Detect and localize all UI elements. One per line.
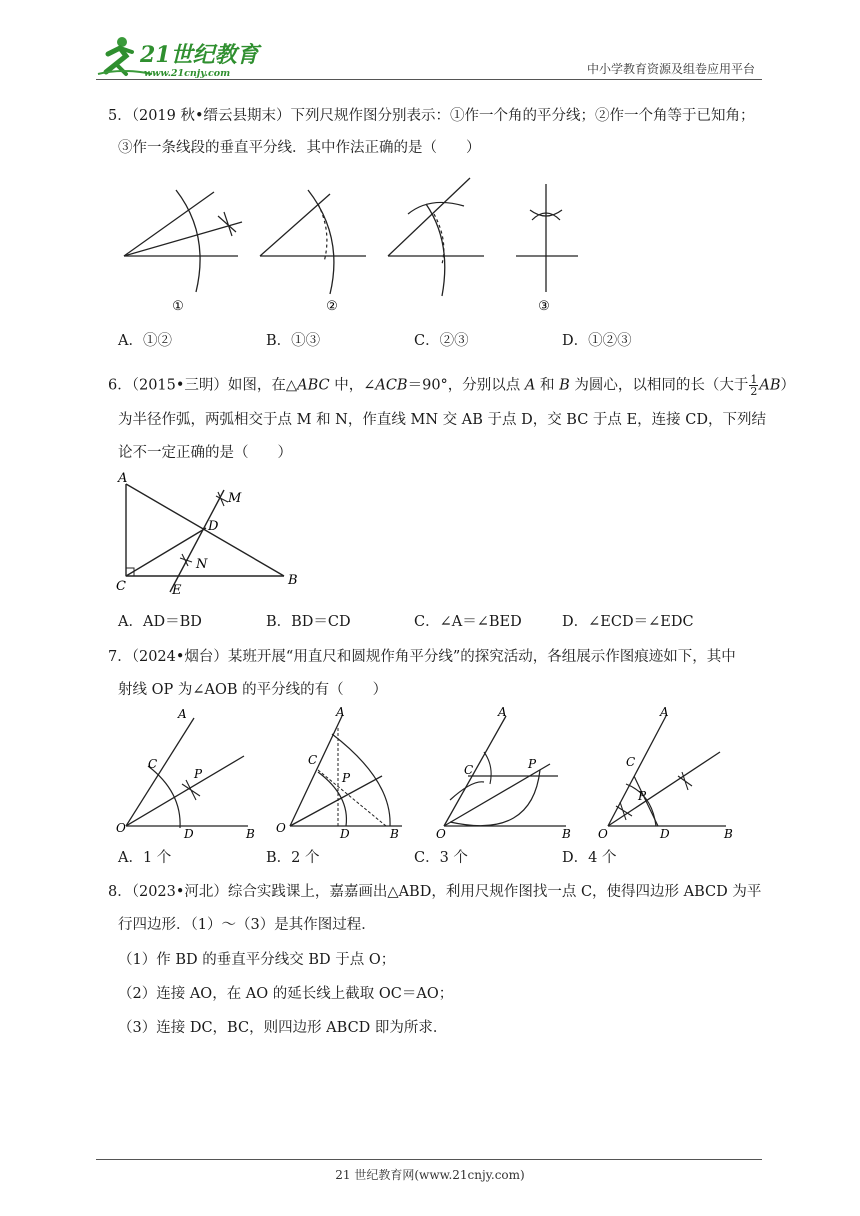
q5-option-c[interactable]: C．②③ [414, 333, 469, 349]
svg-text:P: P [342, 771, 351, 785]
q6-label-b: B [288, 573, 298, 588]
q5-fig4-label: ③ [538, 299, 550, 314]
svg-text:P: P [194, 767, 203, 781]
q5-fig2 [260, 190, 366, 314]
svg-text:O: O [116, 821, 126, 835]
svg-text:B: B [246, 827, 255, 841]
q8-line1: 8．（2023•河北）综合实践课上，嘉嘉画出△ABD，利用尺规作图找一点 C，使得四边形 ABCD 为平 [108, 884, 762, 900]
q6-option-a[interactable]: A．AD＝BD [118, 614, 202, 630]
fraction-one-half: $\frac{1}{2}$ [750, 373, 758, 398]
footer-divider [96, 1159, 762, 1160]
svg-text:D: D [184, 827, 194, 841]
svg-text:C: C [464, 763, 474, 777]
q8-step3: （3）连接 DC，BC，则四边形 ABCD 即为所求． [118, 1020, 448, 1036]
q6-label-a: A [118, 471, 128, 486]
q7-option-d[interactable]: D．4 个 [562, 850, 617, 866]
svg-text:A: A [498, 705, 507, 719]
svg-text:C: C [308, 753, 318, 767]
q5-line2: ③作一条线段的垂直平分线．其中作法正确的是（ ） [118, 140, 481, 156]
q5-fig1 [124, 190, 242, 314]
svg-text:A: A [660, 705, 669, 719]
q6-figure [112, 470, 312, 600]
footer-site-text: 21 世纪教育网(www.21cnjy.com) [335, 1168, 525, 1182]
q6-label-d: D [208, 519, 219, 534]
site-logo [92, 34, 262, 80]
svg-text:D: D [340, 827, 350, 841]
svg-text:O: O [436, 827, 446, 841]
q5-option-a[interactable]: A．①② [118, 333, 172, 349]
q6-label-c: C [116, 579, 126, 594]
q6-option-d[interactable]: D．∠ECD＝∠EDC [562, 614, 694, 630]
svg-text:C: C [626, 755, 636, 769]
svg-text:A: A [336, 705, 345, 719]
q5-fig2-label: ② [326, 299, 338, 314]
svg-text:A: A [178, 707, 187, 721]
header-divider [96, 79, 762, 80]
q7-fig4 [598, 705, 733, 841]
q5-option-d[interactable]: D．①②③ [562, 333, 632, 349]
q8-step2: （2）连接 AO，在 AO 的延长线上截取 OC＝AO； [118, 986, 454, 1002]
svg-text:P: P [638, 789, 647, 803]
svg-text:D: D [660, 827, 670, 841]
q7-fig1 [116, 707, 255, 841]
q8-line2: 行四边形．（1）～（3）是其作图过程． [118, 917, 376, 933]
q7-line1: 7．（2024•烟台）某班开展“用直尺和圆规作角平分线”的探究活动，各组展示作图痕迹如下，其中 [108, 649, 736, 665]
q6-line1: 6．（2015•三明）如图，在△ABC 中，∠ACB＝90°，分别以点 A 和 B 为圆心，以相同的长（大于 $\frac{1}{2}$ AB） [108, 373, 796, 398]
svg-text:B: B [390, 827, 399, 841]
q5-figure [118, 170, 588, 318]
q5-option-b[interactable]: B．①③ [266, 333, 321, 349]
q6-label-m: M [228, 491, 242, 506]
q6-line2: 为半径作弧，两弧相交于点 M 和 N，作直线 MN 交 AB 于点 D，交 BC 于点 E，连接 CD，下列结 [118, 412, 766, 428]
q5-line1: 5．（2019 秋•缙云县期末）下列尺规作图分别表示：①作一个角的平分线；②作一个角等于已知角； [108, 108, 755, 124]
q6-label-e: E [172, 583, 182, 598]
svg-text:O: O [276, 821, 286, 835]
q5-fig4 [516, 184, 578, 314]
q7-line2: 射线 OP 为∠AOB 的平分线的有（ ） [118, 682, 388, 698]
logo-url-text: www.21cnjy.com [144, 68, 231, 79]
svg-text:B: B [724, 827, 733, 841]
q7-fig3 [436, 705, 571, 841]
svg-text:O: O [598, 827, 608, 841]
svg-text:P: P [528, 757, 537, 771]
q7-figure [112, 700, 752, 842]
header-platform-text: 中小学教育资源及组卷应用平台 [586, 62, 755, 76]
q6-option-c[interactable]: C．∠A＝∠BED [414, 614, 522, 630]
q6-label-n: N [196, 557, 208, 572]
q7-fig2 [276, 705, 402, 841]
q7-option-b[interactable]: B．2 个 [266, 850, 320, 866]
q6-option-b[interactable]: B．BD＝CD [266, 614, 351, 630]
svg-text:C: C [148, 757, 158, 771]
q5-fig3 [388, 178, 484, 296]
svg-text:B: B [562, 827, 571, 841]
q5-fig1-label: ① [172, 299, 184, 314]
logo-main-text: 21世纪教育 [140, 42, 259, 68]
q7-option-c[interactable]: C．3 个 [414, 850, 468, 866]
q6-line3: 论不一定正确的是（ ） [118, 445, 292, 461]
q8-step1: （1）作 BD 的垂直平分线交 BD 于点 O； [118, 952, 396, 968]
q7-option-a[interactable]: A．1 个 [118, 850, 172, 866]
